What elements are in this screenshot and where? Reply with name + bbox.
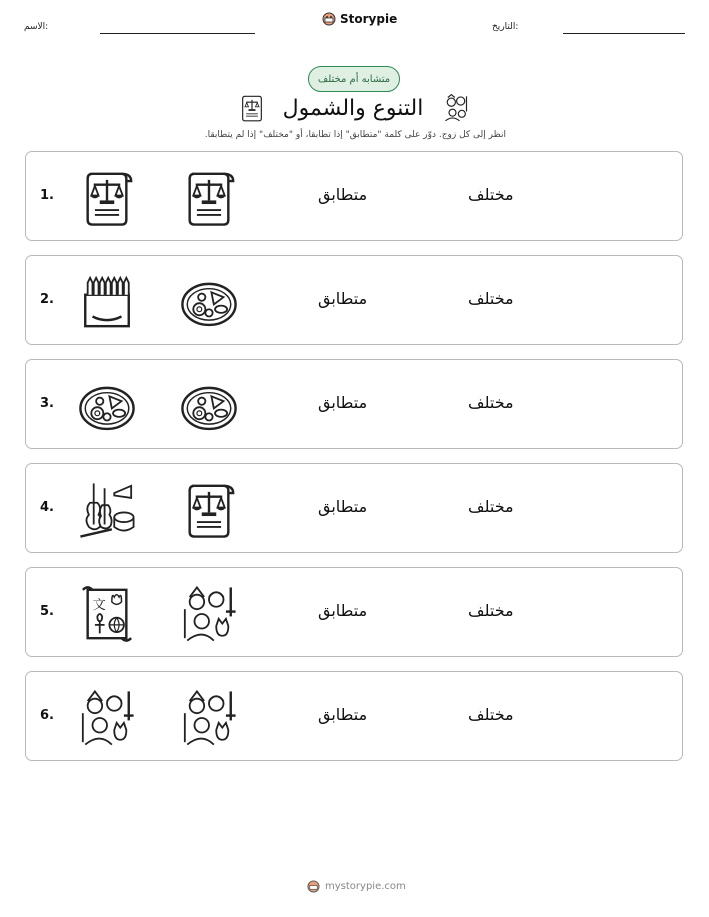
different-option[interactable]: مختلف	[468, 393, 514, 412]
match-option[interactable]: متطابق	[318, 393, 368, 412]
justice-scroll-icon	[180, 169, 238, 227]
exercise-row	[25, 671, 683, 761]
different-option[interactable]: مختلف	[468, 289, 514, 308]
different-option[interactable]: مختلف	[468, 601, 514, 620]
instructions-text: انظر إلى كل زوج. دوّر على كلمة "متطابق" إذا تطابقا، أو "مختلف" إذا لم يتطابقا.	[204, 130, 506, 140]
match-option[interactable]: متطابق	[318, 601, 368, 620]
row-number: 6.	[40, 708, 54, 723]
brand-name: Storypie	[340, 12, 398, 26]
exercise-row	[25, 255, 683, 345]
food-plate-icon	[180, 377, 238, 435]
diverse-characters-icon	[78, 689, 136, 747]
exercise-row	[25, 567, 683, 657]
row-number: 3.	[40, 396, 54, 411]
match-option[interactable]: متطابق	[318, 185, 368, 204]
crayon-box-icon	[78, 273, 136, 331]
brand-logo	[322, 12, 397, 26]
name-label: الاسم:	[24, 22, 49, 32]
svg-text:文: 文	[92, 598, 106, 614]
date-label: التاريخ:	[492, 22, 519, 32]
exercise-row	[25, 359, 683, 449]
worksheet-type-badge: متشابه أم مختلف	[308, 66, 400, 92]
exercise-row	[25, 463, 683, 553]
date-line[interactable]	[563, 33, 685, 34]
match-option[interactable]: متطابق	[318, 497, 368, 516]
match-option[interactable]: متطابق	[318, 289, 368, 308]
food-plate-icon	[78, 377, 136, 435]
row-number: 2.	[40, 292, 54, 307]
music-instruments-icon	[78, 481, 136, 539]
name-line[interactable]	[100, 33, 255, 34]
justice-scroll-icon	[180, 481, 238, 539]
justice-scroll-icon	[240, 94, 264, 122]
match-option[interactable]: متطابق	[318, 705, 368, 724]
diverse-characters-icon	[180, 585, 238, 643]
row-number: 1.	[40, 188, 54, 203]
culture-scroll-icon	[78, 585, 136, 643]
diverse-characters-icon	[180, 689, 238, 747]
row-number: 4.	[40, 500, 54, 515]
justice-scroll-icon	[78, 169, 136, 227]
food-plate-icon	[180, 273, 238, 331]
footer	[307, 880, 406, 893]
storypie-mascot-icon	[322, 12, 336, 26]
storypie-mascot-icon	[307, 880, 320, 893]
row-number: 5.	[40, 604, 54, 619]
different-option[interactable]: مختلف	[468, 185, 514, 204]
different-option[interactable]: مختلف	[468, 497, 514, 516]
different-option[interactable]: مختلف	[468, 705, 514, 724]
diverse-characters-icon	[442, 93, 470, 123]
exercise-row	[25, 151, 683, 241]
page-title: التنوع والشمول	[282, 95, 424, 121]
footer-url[interactable]: mystorypie.com	[325, 881, 406, 892]
title-row	[240, 90, 470, 126]
